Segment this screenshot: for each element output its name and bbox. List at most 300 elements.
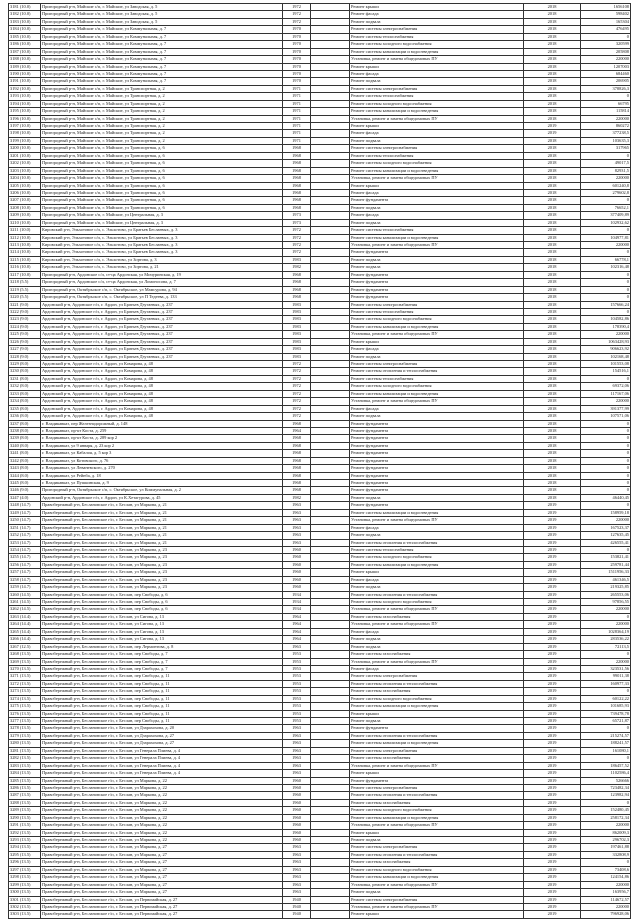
cell-amount: 115814 bbox=[581, 108, 631, 115]
cell-year-built: 1972 bbox=[283, 234, 311, 241]
cell-work-type: Ремонт подвала bbox=[350, 78, 524, 85]
cell-work-type: Ремонт системы холодного водоснабжения bbox=[350, 695, 524, 702]
cell-amount: 332808,9 bbox=[581, 851, 631, 858]
cell-work-type: Ремонт системы газоснабжения bbox=[350, 799, 524, 806]
cell-year-built: 1968 bbox=[283, 160, 311, 167]
cell-amount: 69372,06 bbox=[581, 383, 631, 390]
cell-work-type: Ремонт фундамента bbox=[350, 427, 524, 434]
cell-year-built: 1964 bbox=[283, 613, 311, 620]
table-row bbox=[9, 427, 631, 434]
cell-blank bbox=[311, 554, 350, 561]
cell-address: Пригородный р-н, Майские с/п, г. Майские, ул Транспортная, д. 2 bbox=[41, 115, 283, 122]
table-row bbox=[9, 636, 631, 643]
cell-year-built: 1934 bbox=[283, 591, 311, 598]
table-row bbox=[9, 569, 631, 576]
cell-id: 3246 (9.0) bbox=[9, 487, 41, 494]
cell-id: 3210 (10.0) bbox=[9, 219, 41, 226]
cell-plan-year: 2019 bbox=[524, 859, 581, 866]
table-row bbox=[9, 108, 631, 115]
cell-blank bbox=[311, 465, 350, 472]
cell-work-type: Ремонт фундамента bbox=[350, 487, 524, 494]
cell-plan-year: 2018 bbox=[524, 70, 581, 77]
cell-id: 3219 (5.5) bbox=[9, 286, 41, 293]
table-row bbox=[9, 725, 631, 732]
cell-blank bbox=[311, 881, 350, 888]
cell-year-built: 1960 bbox=[283, 584, 311, 591]
cell-work-type: Ремонт фундамента bbox=[350, 279, 524, 286]
cell-year-built: 1964 bbox=[283, 628, 311, 635]
cell-work-type: Ремонт фасада bbox=[350, 212, 524, 219]
cell-plan-year: 2019 bbox=[524, 509, 581, 516]
cell-blank bbox=[311, 41, 350, 48]
cell-id: 3275 (13.5) bbox=[9, 703, 41, 710]
table-row bbox=[9, 502, 631, 509]
cell-work-type: Ремонт подвала bbox=[350, 256, 524, 263]
cell-amount: 220000 bbox=[581, 115, 631, 122]
cell-amount: 378826,3 bbox=[581, 85, 631, 92]
cell-year-built: 1963 bbox=[283, 844, 311, 851]
cell-plan-year: 2018 bbox=[524, 375, 581, 382]
cell-year-built: 1971 bbox=[283, 130, 311, 137]
cell-year-built: 1968 bbox=[283, 450, 311, 457]
table-row bbox=[9, 851, 631, 858]
cell-year-built: 1983 bbox=[283, 331, 311, 338]
cell-blank bbox=[311, 829, 350, 836]
cell-id: 3208 (10.0) bbox=[9, 204, 41, 211]
table-row bbox=[9, 710, 631, 717]
cell-id: 3267 (12.5) bbox=[9, 643, 41, 650]
cell-work-type: Ремонт крыши bbox=[350, 338, 524, 345]
cell-amount: 220000 bbox=[581, 621, 631, 628]
cell-address: Правобережный р-н, Беслановское г/п, г. Беслан, пер Свободы, д. 11 bbox=[41, 695, 283, 702]
cell-year-built: 1963 bbox=[283, 889, 311, 896]
cell-amount: 152480,45 bbox=[581, 807, 631, 814]
cell-work-type: Ремонт системы канализации и водоотведения bbox=[350, 167, 524, 174]
cell-plan-year: 2018 bbox=[524, 160, 581, 167]
cell-blank bbox=[311, 613, 350, 620]
cell-blank bbox=[311, 353, 350, 360]
cell-year-built: 1968 bbox=[283, 480, 311, 487]
cell-address: Правобережный р-н, Беслановское г/п, г. Беслан, ул Дзарахохова, д. 20 bbox=[41, 725, 283, 732]
cell-blank bbox=[311, 182, 350, 189]
cell-amount: 220000 bbox=[581, 175, 631, 182]
cell-blank bbox=[311, 145, 350, 152]
cell-work-type: Ремонт системы газоснабжения bbox=[350, 651, 524, 658]
table-row bbox=[9, 546, 631, 553]
cell-address: Правобережный р-н, Беслановское г/п, г. Беслан, ул Сигова, д. 13 bbox=[41, 621, 283, 628]
cell-year-built: 1960 bbox=[283, 822, 311, 829]
cell-plan-year: 2018 bbox=[524, 175, 581, 182]
cell-address: Правобережный р-н, Беслановское г/п, г. Беслан, ул Сигова, д. 13 bbox=[41, 628, 283, 635]
cell-year-built: 1972 bbox=[283, 390, 311, 397]
cell-amount: 0 bbox=[581, 286, 631, 293]
cell-year-built: 1971 bbox=[283, 93, 311, 100]
cell-plan-year: 2019 bbox=[524, 532, 581, 539]
cell-year-built: 1972 bbox=[283, 18, 311, 25]
cell-plan-year: 2019 bbox=[524, 539, 581, 546]
cell-year-built: 1960 bbox=[283, 837, 311, 844]
cell-id: 3211 (10.0) bbox=[9, 227, 41, 234]
cell-blank bbox=[311, 175, 350, 182]
cell-year-built: 1968 bbox=[283, 197, 311, 204]
cell-blank bbox=[311, 777, 350, 784]
cell-plan-year: 2018 bbox=[524, 480, 581, 487]
cell-address: Пригородный р-н, Майские с/п, г. Майские, ул Транспортная, д. 2 bbox=[41, 137, 283, 144]
table-row bbox=[9, 361, 631, 368]
cell-id: 3238 (8.0) bbox=[9, 427, 41, 434]
cell-amount: 97856,55 bbox=[581, 599, 631, 606]
cell-amount: 0 bbox=[581, 271, 631, 278]
cell-work-type: Ремонт фундамента bbox=[350, 777, 524, 784]
cell-work-type: Ремонт системы отопления и теплоснабжения bbox=[350, 792, 524, 799]
cell-work-type: Ремонт системы газоснабжения bbox=[350, 859, 524, 866]
cell-amount: 165304 bbox=[581, 18, 631, 25]
table-row bbox=[9, 56, 631, 63]
cell-year-built: 1970 bbox=[283, 63, 311, 70]
cell-address: г. Владикавказ, пер Железнодорожный, д. 148 bbox=[41, 420, 283, 427]
cell-work-type: Ремонт подвала bbox=[350, 643, 524, 650]
cell-id: 3221 (9.0) bbox=[9, 301, 41, 308]
cell-year-built: 1940 bbox=[283, 911, 311, 918]
cell-id: 3184 (10.0) bbox=[9, 26, 41, 33]
cell-amount: 1511956,33 bbox=[581, 569, 631, 576]
cell-plan-year: 2019 bbox=[524, 896, 581, 903]
cell-address: Ардонский р-н, Ардонское г/п, г. Ардон, ул Комарова, д. 48 bbox=[41, 390, 283, 397]
cell-amount: 0 bbox=[581, 859, 631, 866]
cell-id: 3228 (9.0) bbox=[9, 353, 41, 360]
cell-address: Правобережный р-н, Беслановское г/п, г. Беслан, ул Маркова, д. 22 bbox=[41, 829, 283, 836]
cell-work-type: Ремонт фасада bbox=[350, 11, 524, 18]
cell-year-built: 1968 bbox=[283, 420, 311, 427]
cell-year-built: 1960 bbox=[283, 569, 311, 576]
cell-amount: 66778,1 bbox=[581, 256, 631, 263]
cell-year-built: 1963 bbox=[283, 866, 311, 873]
cell-address: г. Владикавказ, ул 9 января, д. 23 кор 2 bbox=[41, 442, 283, 449]
cell-id: 3214 (10.0) bbox=[9, 249, 41, 256]
cell-work-type: Установка, ремонт и замена общедомовых ПУ bbox=[350, 175, 524, 182]
table-row bbox=[9, 509, 631, 516]
cell-year-built: 1960 bbox=[283, 561, 311, 568]
table-row bbox=[9, 346, 631, 353]
cell-blank bbox=[311, 264, 350, 271]
cell-id: 3247 (4.0) bbox=[9, 494, 41, 501]
cell-year-built: 1983 bbox=[283, 256, 311, 263]
table-row bbox=[9, 621, 631, 628]
cell-id: 3201 (10.0) bbox=[9, 152, 41, 159]
cell-id: 3204 (10.0) bbox=[9, 175, 41, 182]
cell-blank bbox=[311, 26, 350, 33]
cell-address: Пригородный р-н, Майские с/п, г. Майские, ул Транспортная, д. 6 bbox=[41, 167, 283, 174]
cell-blank bbox=[311, 100, 350, 107]
cell-work-type: Установка, ремонт и замена общедомовых ПУ bbox=[350, 242, 524, 249]
cell-id: 3190 (10.0) bbox=[9, 70, 41, 77]
cell-work-type: Ремонт системы холодного водоснабжения bbox=[350, 383, 524, 390]
cell-id: 3269 (13.5) bbox=[9, 658, 41, 665]
table-row bbox=[9, 450, 631, 457]
cell-blank bbox=[311, 822, 350, 829]
cell-year-built: 1953 bbox=[283, 703, 311, 710]
cell-amount: 167523,37 bbox=[581, 524, 631, 531]
cell-year-built: 1968 bbox=[283, 457, 311, 464]
cell-blank bbox=[311, 546, 350, 553]
capital-repair-table bbox=[8, 3, 631, 919]
cell-blank bbox=[311, 651, 350, 658]
cell-id: 3300 (13.5) bbox=[9, 889, 41, 896]
cell-plan-year: 2018 bbox=[524, 442, 581, 449]
table-row bbox=[9, 762, 631, 769]
cell-year-built: 1973 bbox=[283, 219, 311, 226]
cell-amount: 684460 bbox=[581, 70, 631, 77]
table-row bbox=[9, 732, 631, 739]
cell-address: Пригородный р-н, Ардонское с/п, ст-ца Ардонская, ул Мичуринская, д. 19 bbox=[41, 271, 283, 278]
cell-blank bbox=[311, 844, 350, 851]
cell-work-type: Ремонт системы газоснабжения bbox=[350, 613, 524, 620]
cell-amount: 73408,6 bbox=[581, 866, 631, 873]
table-row bbox=[9, 643, 631, 650]
table-row bbox=[9, 628, 631, 635]
cell-plan-year: 2018 bbox=[524, 301, 581, 308]
cell-plan-year: 2018 bbox=[524, 323, 581, 330]
cell-work-type: Ремонт системы холодного водоснабжения bbox=[350, 100, 524, 107]
cell-id: 3181 (10.0) bbox=[9, 4, 41, 11]
cell-year-built: 1972 bbox=[283, 398, 311, 405]
cell-amount: 598402 bbox=[581, 11, 631, 18]
cell-plan-year: 2019 bbox=[524, 688, 581, 695]
table-row bbox=[9, 680, 631, 687]
cell-id: 3203 (10.0) bbox=[9, 167, 41, 174]
cell-plan-year: 2019 bbox=[524, 799, 581, 806]
cell-year-built: 1968 bbox=[283, 152, 311, 159]
cell-address: Правобережный р-н, Беслановское г/п, г. Беслан, ул Первомайская, д. 27 bbox=[41, 911, 283, 918]
cell-address: Кировский р-н, Эльхотовое с/п, с. Эльхотово, ул Братьев Беслаевых, д. 3 bbox=[41, 249, 283, 256]
cell-work-type: Установка, ремонт и замена общедомовых ПУ bbox=[350, 881, 524, 888]
cell-address: Правобережный р-н, Беслановское г/п, г. Беслан, пер Лермонтова, д. 8 bbox=[41, 643, 283, 650]
cell-blank bbox=[311, 286, 350, 293]
cell-amount: 163956,7 bbox=[581, 889, 631, 896]
cell-year-built: 1971 bbox=[283, 123, 311, 130]
cell-id: 3234 (8.0) bbox=[9, 398, 41, 405]
cell-blank bbox=[311, 494, 350, 501]
cell-address: Пригородный р-н, Майские с/п, г. Майские, ул Коммунальная, д. 7 bbox=[41, 56, 283, 63]
table-row bbox=[9, 405, 631, 412]
cell-amount: 1207003 bbox=[581, 63, 631, 70]
cell-blank bbox=[311, 420, 350, 427]
cell-blank bbox=[311, 160, 350, 167]
cell-address: Пригородный р-н, Майские с/п, г. Майские, ул Транспортная, д. 2 bbox=[41, 108, 283, 115]
cell-address: Ардонский р-н, Ардонское г/п, г. Ардон, ул Комарова, д. 48 bbox=[41, 383, 283, 390]
cell-plan-year: 2019 bbox=[524, 665, 581, 672]
cell-blank bbox=[311, 866, 350, 873]
cell-address: Правобережный р-н, Беслановское г/п, г. Беслан, пер Свободы, д. 11 bbox=[41, 718, 283, 725]
cell-plan-year: 2018 bbox=[524, 435, 581, 442]
cell-plan-year: 2018 bbox=[524, 427, 581, 434]
cell-id: 3270 (13.5) bbox=[9, 665, 41, 672]
cell-year-built: 1968 bbox=[283, 204, 311, 211]
cell-year-built: 1971 bbox=[283, 85, 311, 92]
cell-address: Правобережный р-н, Беслановское г/п, г. Беслан, ул Сигова, д. 13 bbox=[41, 613, 283, 620]
cell-amount: 49017,5 bbox=[581, 160, 631, 167]
cell-id: 3200 (10.0) bbox=[9, 145, 41, 152]
cell-id: 3265 (14.4) bbox=[9, 628, 41, 635]
cell-address: Правобережный р-н, Беслановское г/п, г. Беслан, пер Свободы, д. 6 bbox=[41, 591, 283, 598]
cell-id: 3222 (9.0) bbox=[9, 308, 41, 315]
cell-year-built: 1960 bbox=[283, 792, 311, 799]
cell-blank bbox=[311, 108, 350, 115]
cell-amount: 0 bbox=[581, 294, 631, 301]
cell-id: 3249 (14.7) bbox=[9, 509, 41, 516]
cell-year-built: 1963 bbox=[283, 517, 311, 524]
cell-work-type: Ремонт системы канализации и водоотведения bbox=[350, 509, 524, 516]
cell-id: 3205 (10.0) bbox=[9, 182, 41, 189]
cell-address: Правобережный р-н, Беслановское г/п, г. Беслан, ул Маркова, д. 21 bbox=[41, 517, 283, 524]
cell-work-type: Ремонт фундамента bbox=[350, 472, 524, 479]
cell-work-type: Ремонт системы газоснабжения bbox=[350, 688, 524, 695]
cell-amount: 476495 bbox=[581, 26, 631, 33]
cell-work-type: Ремонт фундамента bbox=[350, 457, 524, 464]
cell-blank bbox=[311, 673, 350, 680]
cell-plan-year: 2018 bbox=[524, 152, 581, 159]
cell-blank bbox=[311, 747, 350, 754]
cell-amount: 161080,1 bbox=[581, 747, 631, 754]
cell-id: 3301 (13.5) bbox=[9, 896, 41, 903]
table-row bbox=[9, 264, 631, 271]
cell-year-built: 1963 bbox=[283, 859, 311, 866]
cell-address: Правобережный р-н, Беслановское г/п, г. Беслан, пер Свободы, д. 11 bbox=[41, 710, 283, 717]
cell-plan-year: 2018 bbox=[524, 26, 581, 33]
cell-work-type: Ремонт системы теплоснабжения bbox=[350, 227, 524, 234]
cell-amount: 1102586,4 bbox=[581, 770, 631, 777]
cell-plan-year: 2018 bbox=[524, 145, 581, 152]
cell-year-built: 1963 bbox=[283, 874, 311, 881]
table-row bbox=[9, 189, 631, 196]
cell-plan-year: 2018 bbox=[524, 465, 581, 472]
table-row bbox=[9, 26, 631, 33]
table-row bbox=[9, 703, 631, 710]
cell-work-type: Ремонт крыши bbox=[350, 123, 524, 130]
cell-work-type: Ремонт системы канализации и водоотведения bbox=[350, 48, 524, 55]
cell-address: Пригородный р-н, Майские с/п, г. Майские, ул Транспортная, д. 2 bbox=[41, 130, 283, 137]
cell-plan-year: 2018 bbox=[524, 450, 581, 457]
cell-year-built: 1940 bbox=[283, 896, 311, 903]
cell-plan-year: 2019 bbox=[524, 628, 581, 635]
cell-year-built: 1953 bbox=[283, 651, 311, 658]
cell-amount: 0 bbox=[581, 442, 631, 449]
cell-plan-year: 2018 bbox=[524, 204, 581, 211]
cell-address: Правобережный р-н, Беслановское г/п, г. Беслан, ул Маркова, д. 23 bbox=[41, 554, 283, 561]
cell-address: Правобережный р-н, Беслановское г/п, г. Беслан, ул Первомайская, д. 27 bbox=[41, 896, 283, 903]
cell-id: 3264 (14.4) bbox=[9, 621, 41, 628]
cell-plan-year: 2019 bbox=[524, 710, 581, 717]
cell-work-type: Ремонт фасада bbox=[350, 405, 524, 412]
cell-blank bbox=[311, 219, 350, 226]
table-row bbox=[9, 658, 631, 665]
cell-id: 3230 (8.0) bbox=[9, 368, 41, 375]
cell-amount: 220000 bbox=[581, 398, 631, 405]
cell-year-built: 1983 bbox=[283, 323, 311, 330]
cell-year-built: 1971 bbox=[283, 115, 311, 122]
cell-year-built: 1972 bbox=[283, 227, 311, 234]
cell-blank bbox=[311, 889, 350, 896]
cell-amount: 220000 bbox=[581, 56, 631, 63]
cell-work-type: Ремонт подвала bbox=[350, 494, 524, 501]
table-row bbox=[9, 420, 631, 427]
table-row bbox=[9, 323, 631, 330]
cell-blank bbox=[311, 85, 350, 92]
cell-work-type: Ремонт системы отопления и теплоснабжения bbox=[350, 851, 524, 858]
table-row bbox=[9, 792, 631, 799]
cell-address: Пригородный р-н, Майские с/п, г. Майские, ул Транспортная, д. 6 bbox=[41, 152, 283, 159]
cell-amount: 0 bbox=[581, 308, 631, 315]
table-row bbox=[9, 152, 631, 159]
cell-amount: 215274,57 bbox=[581, 732, 631, 739]
cell-year-built: 1968 bbox=[283, 175, 311, 182]
cell-plan-year: 2018 bbox=[524, 56, 581, 63]
cell-blank bbox=[311, 78, 350, 85]
cell-amount: 117167,06 bbox=[581, 390, 631, 397]
cell-id: 3232 (8.0) bbox=[9, 383, 41, 390]
cell-amount: 66795 bbox=[581, 100, 631, 107]
cell-work-type: Ремонт системы канализации и водоотведения bbox=[350, 703, 524, 710]
cell-work-type: Ремонт крыши bbox=[350, 569, 524, 576]
cell-year-built: 1934 bbox=[283, 599, 311, 606]
cell-plan-year: 2018 bbox=[524, 383, 581, 390]
cell-blank bbox=[311, 256, 350, 263]
cell-work-type: Ремонт системы отопления и теплоснабжения bbox=[350, 539, 524, 546]
cell-blank bbox=[311, 532, 350, 539]
cell-year-built: 1982 bbox=[283, 494, 311, 501]
cell-blank bbox=[311, 390, 350, 397]
cell-id: 3189 (10.0) bbox=[9, 63, 41, 70]
cell-blank bbox=[311, 212, 350, 219]
cell-amount: 76652,1 bbox=[581, 204, 631, 211]
cell-blank bbox=[311, 643, 350, 650]
cell-id: 3292 (13.5) bbox=[9, 829, 41, 836]
cell-blank bbox=[311, 665, 350, 672]
cell-year-built: 1960 bbox=[283, 807, 311, 814]
cell-id: 3284 (13.5) bbox=[9, 770, 41, 777]
cell-blank bbox=[311, 599, 350, 606]
cell-blank bbox=[311, 539, 350, 546]
cell-address: Пригородный р-н, Октябрьское с/п, с. Октябрьское, ул Мамсурова, д. 94 bbox=[41, 286, 283, 293]
cell-address: Пригородный р-н, Майские с/п, г. Майские, ул Транспортная, д. 6 bbox=[41, 197, 283, 204]
cell-blank bbox=[311, 249, 350, 256]
cell-plan-year: 2018 bbox=[524, 271, 581, 278]
table-row bbox=[9, 33, 631, 40]
cell-id: 3215 (10.0) bbox=[9, 256, 41, 263]
cell-amount: 220000 bbox=[581, 822, 631, 829]
cell-year-built: 1970 bbox=[283, 41, 311, 48]
cell-address: Пригородный р-н, Майские с/п, г. Майские, ул Транспортная, д. 6 bbox=[41, 204, 283, 211]
cell-work-type: Ремонт системы газоснабжения bbox=[350, 755, 524, 762]
cell-blank bbox=[311, 167, 350, 174]
cell-id: 3276 (13.5) bbox=[9, 710, 41, 717]
cell-work-type: Ремонт фундамента bbox=[350, 294, 524, 301]
cell-blank bbox=[311, 636, 350, 643]
cell-plan-year: 2019 bbox=[524, 569, 581, 576]
cell-year-built: 1953 bbox=[283, 688, 311, 695]
cell-address: Правобережный р-н, Беслановское г/п, г. Беслан, пер Свободы, д. 11 bbox=[41, 673, 283, 680]
cell-blank bbox=[311, 457, 350, 464]
table-row bbox=[9, 145, 631, 152]
cell-id: 3217 (10.0) bbox=[9, 271, 41, 278]
cell-plan-year: 2019 bbox=[524, 502, 581, 509]
cell-work-type: Ремонт подвала bbox=[350, 636, 524, 643]
table-row bbox=[9, 130, 631, 137]
cell-year-built: 1968 bbox=[283, 442, 311, 449]
cell-work-type: Ремонт подвала bbox=[350, 889, 524, 896]
cell-id: 3286 (13.5) bbox=[9, 784, 41, 791]
cell-amount: 323531,56 bbox=[581, 665, 631, 672]
